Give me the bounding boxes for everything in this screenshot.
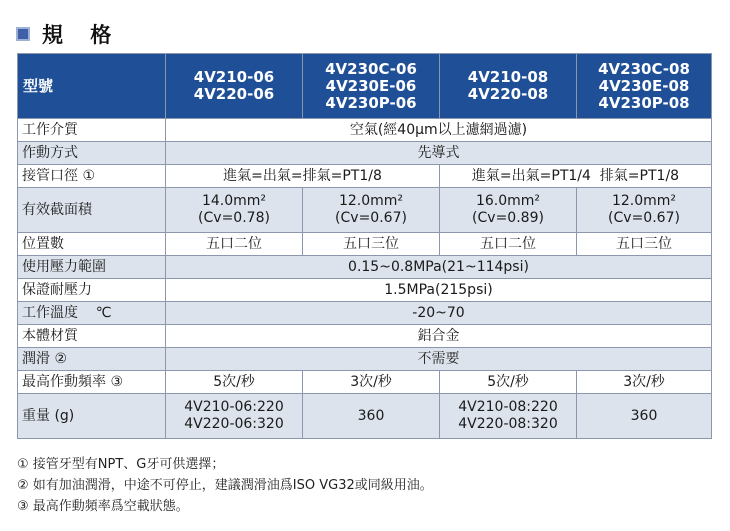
- row-material: [18, 325, 712, 348]
- section-title: 規 格: [42, 23, 122, 47]
- row-area: [18, 188, 712, 233]
- cv-value: (Cv=0.78): [198, 210, 270, 226]
- model-col-2: [303, 54, 440, 119]
- area-value: 16.0mm²: [475, 193, 541, 209]
- model-name: 4V230C-08: [598, 59, 690, 78]
- row-value: 空氣(經40μm以上濾網過濾): [166, 119, 712, 142]
- row-value: 1.5MPa(215psi): [166, 279, 712, 302]
- model-name: 4V230E-06: [325, 76, 417, 95]
- row-medium: [18, 119, 712, 142]
- cv-value: (Cv=0.67): [608, 210, 680, 226]
- model-name: 4V210-06: [193, 68, 275, 86]
- row-label: 使用壓力範圍: [18, 256, 166, 279]
- row-label: 接管口徑 ①: [18, 165, 166, 188]
- square-bullet-icon: [16, 27, 30, 41]
- footnote: ③ 最高作動頻率爲空載狀態。: [17, 499, 189, 514]
- header-label: 型號: [18, 54, 166, 119]
- model-col-1: [166, 54, 303, 119]
- weight-value: 4V210-06:220: [184, 399, 284, 415]
- row-proof: [18, 279, 712, 302]
- row-value: [577, 188, 712, 233]
- row-value: 進氣=出氣=排氣=PT1/8: [166, 165, 440, 188]
- cv-value: (Cv=0.67): [335, 210, 407, 226]
- area-value: 14.0mm²: [201, 193, 267, 209]
- row-label: 最高作動頻率 ③: [18, 371, 166, 394]
- row-value: 鋁合金: [166, 325, 712, 348]
- row-actuation: [18, 142, 712, 165]
- row-value: 5次/秒: [166, 371, 303, 394]
- row-label: 有效截面積: [18, 188, 166, 233]
- area-value: 12.0mm²: [611, 193, 677, 209]
- section-heading: [16, 20, 121, 48]
- weight-value: 4V220-08:320: [458, 416, 558, 432]
- row-positions: [18, 233, 712, 256]
- row-label: 工作溫度 ℃: [18, 302, 166, 325]
- row-value: 進氣=出氣=PT1/4 排氣=PT1/8: [440, 165, 712, 188]
- row-label: 工作介質: [18, 119, 166, 142]
- model-name: 4V220-08: [467, 85, 549, 103]
- row-port: [18, 165, 712, 188]
- row-lube: [18, 348, 712, 371]
- model-name: 4V230E-08: [598, 76, 690, 95]
- row-temp: [18, 302, 712, 325]
- model-col-4: [577, 54, 712, 119]
- row-label: 本體材質: [18, 325, 166, 348]
- row-label: 作動方式: [18, 142, 166, 165]
- area-value: 12.0mm²: [338, 193, 404, 209]
- model-name: 4V230C-06: [325, 59, 417, 78]
- row-frequency: [18, 371, 712, 394]
- row-value: 先導式: [166, 142, 712, 165]
- weight-value: 4V210-08:220: [458, 399, 558, 415]
- row-value: 五口二位: [166, 233, 303, 256]
- row-label: 保證耐壓力: [18, 279, 166, 302]
- row-value: [166, 394, 303, 439]
- row-value: 五口三位: [577, 233, 712, 256]
- footnote: ② 如有加油潤滑，中途不可停止，建議潤滑油爲ISO VG32或同級用油。: [17, 478, 433, 493]
- header-row: [18, 54, 712, 119]
- row-value: [440, 394, 577, 439]
- row-label: 潤滑 ②: [18, 348, 166, 371]
- row-value: 五口二位: [440, 233, 577, 256]
- row-value: 五口三位: [303, 233, 440, 256]
- row-value: 360: [303, 394, 440, 439]
- footnotes: [17, 454, 433, 517]
- row-value: [440, 188, 577, 233]
- row-value: 360: [577, 394, 712, 439]
- row-value: -20~70: [166, 302, 712, 325]
- model-name: 4V220-06: [193, 85, 275, 103]
- model-name: 4V230P-08: [598, 93, 690, 112]
- footnote: ① 接管牙型有NPT、G牙可供選擇；: [17, 457, 225, 472]
- row-value: 0.15~0.8MPa(21~114psi): [166, 256, 712, 279]
- row-weight: [18, 394, 712, 439]
- row-value: 5次/秒: [440, 371, 577, 394]
- weight-value: 4V220-06:320: [184, 416, 284, 432]
- row-value: [303, 188, 440, 233]
- row-label: 位置數: [18, 233, 166, 256]
- row-value: 不需要: [166, 348, 712, 371]
- model-col-3: [440, 54, 577, 119]
- model-name: 4V210-08: [467, 68, 549, 86]
- cv-value: (Cv=0.89): [472, 210, 544, 226]
- spec-table: [17, 53, 712, 439]
- row-value: 3次/秒: [577, 371, 712, 394]
- row-pressure: [18, 256, 712, 279]
- row-value: [166, 188, 303, 233]
- row-value: 3次/秒: [303, 371, 440, 394]
- model-name: 4V230P-06: [325, 93, 417, 112]
- row-label: 重量 (g): [18, 394, 166, 439]
